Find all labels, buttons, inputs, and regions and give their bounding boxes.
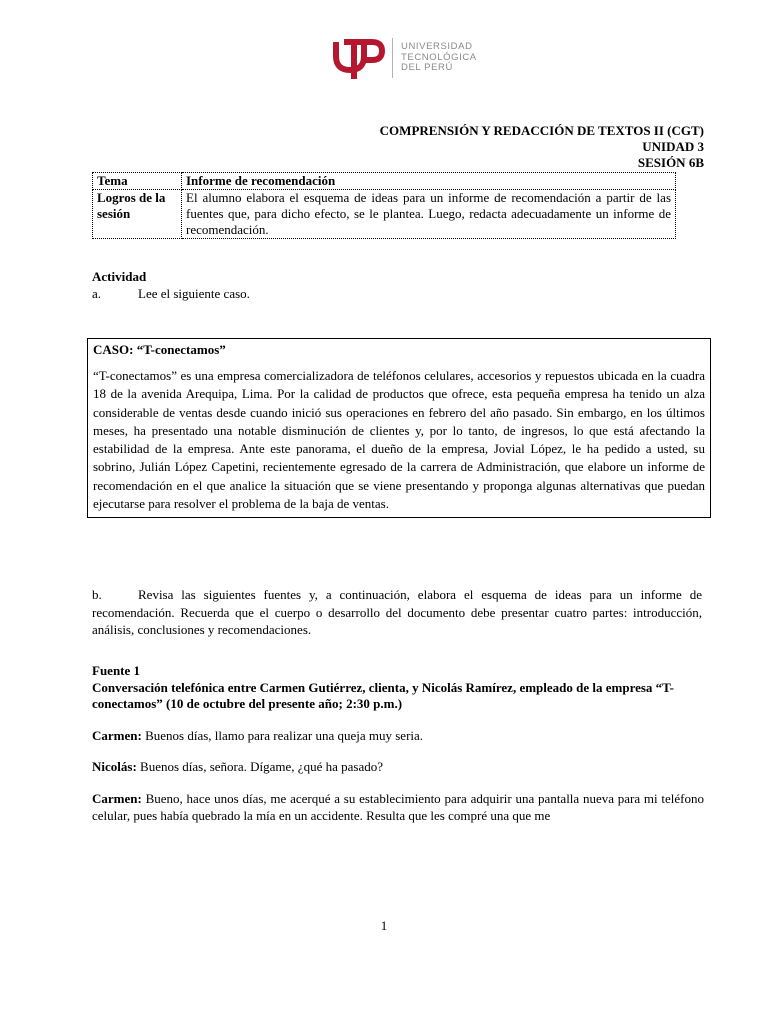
unit-label: UNIDAD 3 xyxy=(642,139,704,154)
speaker: Carmen: xyxy=(92,790,142,806)
source-title: Fuente 1 xyxy=(92,663,141,678)
dialog-line xyxy=(92,727,704,745)
course-title: COMPRENSIÓN Y REDACCIÓN DE TEXTOS II (CGT) xyxy=(379,123,704,138)
table-cell-value: El alumno elabora el esquema de ideas para un informe de recomendación a partir de las fuentes que, para dicho efecto, se le plantea. Luego, redacta adecuadamente un informe de recomendación. xyxy=(182,190,676,239)
case-text: “T-conectamos” es una empresa comercializadora de teléfonos celulares, accesorios y repuestos ubicada en la cuadra 18 de la avenida Arequipa, Lima. Por la calidad de productos que ofrece, esta pequeña empresa ha tenido un alza considerable de ventas desde cuando inició sus operaciones en febrero del año pasado. Sin embargo, en los últimos meses, ha presentado una notable disminución de clientes y, por lo tanto, de ingresos, lo que está afectando la estabilidad de la empresa. Ante este panorama, el dueño de la empresa, Jovial López, le ha pedido a usted, su sobrino, Julián López Capetini, recientemente egresado de la carrera de Administración, que elabore un informe de recomendación en el que analice la situación que se viene presentando y proponga algunas alternativas que puedan ejecutarse para resolver el problema de la baja de ventas. xyxy=(93,368,705,512)
case-title: CASO: “T-conectamos” xyxy=(93,342,226,357)
activity-heading: Actividad xyxy=(92,269,147,284)
document-header xyxy=(380,123,704,171)
activity-section xyxy=(92,268,712,302)
table-row xyxy=(93,190,676,239)
session-label: SESIÓN 6B xyxy=(637,155,704,170)
table-row xyxy=(93,173,676,190)
utp-logo-icon xyxy=(332,36,386,80)
logo-text xyxy=(401,42,477,74)
instruction-b xyxy=(92,586,702,639)
activity-item-a xyxy=(92,285,712,302)
dialog-line xyxy=(92,790,704,825)
utterance: Buenos días, llamo para realizar una queja muy seria. xyxy=(141,727,424,743)
item-label: b. xyxy=(92,587,102,602)
table-cell-label: Tema xyxy=(93,173,182,190)
dialog-line xyxy=(92,758,704,776)
item-text: Lee el siguiente caso. xyxy=(138,286,250,301)
page-number: 1 xyxy=(380,918,388,933)
logo-line-3: DEL PERÚ xyxy=(401,62,453,74)
item-text: Revisa las siguientes fuentes y, a continuación, elabora el esquema de ideas para un informe de recomendación. Recuerda que el cuerpo o desarrollo del documento debe presentar cuatro partes: introducción, análisis, conclusiones y recomendaciones. xyxy=(92,587,702,637)
item-label: a. xyxy=(92,286,102,301)
table-cell-value: Informe de recomendación xyxy=(182,173,676,190)
table-cell-label: Logros de la sesión xyxy=(93,190,182,239)
logo-line-2: TECNOLÓGICA xyxy=(401,51,477,63)
logo-line-1: UNIVERSIDAD xyxy=(401,41,473,53)
source-1 xyxy=(92,663,704,825)
case-box xyxy=(87,338,711,518)
logo-divider xyxy=(392,38,393,78)
utterance: Buenos días, señora. Dígame, ¿qué ha pasado? xyxy=(136,759,383,774)
university-logo xyxy=(332,36,477,80)
speaker: Carmen: xyxy=(92,727,142,743)
speaker: Nicolás: xyxy=(92,759,137,774)
source-subtitle: Conversación telefónica entre Carmen Gutiérrez, clienta, y Nicolás Ramírez, empleado de la empresa “T-conectamos” (10 de octubre del presente año; 2:30 p.m.) xyxy=(92,679,674,711)
session-info-table xyxy=(92,172,676,239)
utterance: Bueno, hace unos días, me acerqué a su establecimiento para adquirir una pantalla nueva para mi teléfono celular, pues había quebrado la mía en un accidente. Resulta que les compré una que me xyxy=(92,790,704,823)
